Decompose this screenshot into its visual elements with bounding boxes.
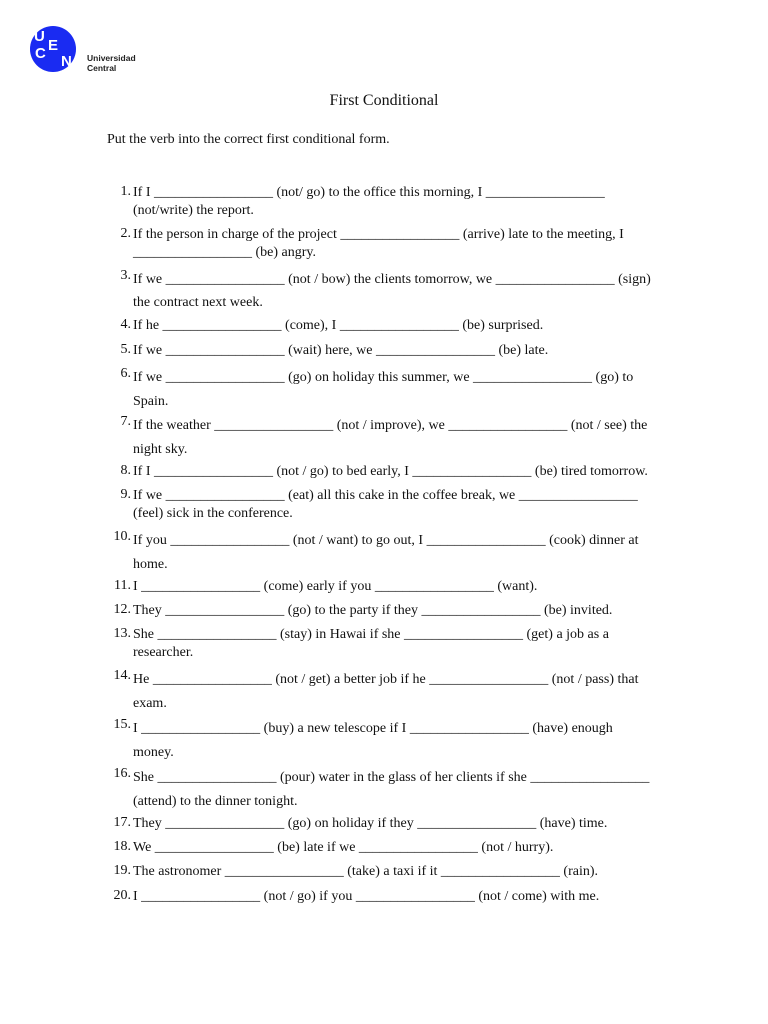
item-number: 20. [113,888,131,903]
item-number: 10. [113,529,131,544]
item-line: He _________________ (not / get) a better job if he _________________ (not / pass) that [133,672,639,687]
item-number: 2. [120,226,131,241]
item-line: If the person in charge of the project _________________ (arrive) late to the meeting, I [133,227,624,242]
item-line: exam. [133,696,167,711]
item-line: night sky. [133,442,188,457]
item-number: 1. [120,184,131,199]
page-title: First Conditional [329,92,439,109]
item-number: 13. [113,626,131,641]
item-line: money. [133,745,174,760]
item-line: We _________________ (be) late if we _________________ (not / hurry). [133,840,554,855]
item-number: 18. [113,839,131,854]
logo-letter-e: E [48,37,59,54]
item-text [133,226,663,262]
item-text [133,863,663,881]
item-line: If the weather _________________ (not / improve), we _________________ (not / see) the [133,418,648,433]
item-text [133,815,663,833]
item-line: The astronomer _________________ (take) a taxi if it _________________ (rain). [133,864,599,879]
logo-text-line-1: Universidad [87,53,136,63]
logo-letter-n: N [61,53,72,70]
university-logo [30,26,150,76]
item-number: 9. [120,487,131,502]
item-number: 8. [120,463,131,478]
item-text [133,342,663,360]
item-number: 7. [120,414,131,429]
item-line: (attend) to the dinner tonight. [133,794,298,809]
item-text [133,414,663,462]
item-number: 11. [114,578,131,593]
item-text [133,578,663,596]
item-line: I _________________ (come) early if you _________________ (want). [133,579,538,594]
item-line: _________________ (be) angry. [133,245,317,260]
logo-letter-u: U [34,28,45,45]
item-text [133,626,663,662]
item-line: If we _________________ (not / bow) the clients tomorrow, we _________________ (sign) [133,272,651,287]
item-text [133,317,663,335]
item-line: If you _________________ (not / want) to go out, I _________________ (cook) dinner at [133,533,639,548]
item-line: They _________________ (go) on holiday if they _________________ (have) time. [133,816,608,831]
item-number: 19. [113,863,131,878]
item-line: If we _________________ (eat) all this cake in the coffee break, we _________________ [133,488,638,503]
item-number: 16. [113,766,131,781]
item-line: If he _________________ (come), I _________________ (be) surprised. [133,318,544,333]
item-line: the contract next week. [133,295,263,310]
item-line: researcher. [133,645,194,660]
item-line: She _________________ (stay) in Hawai if she _________________ (get) a job as a [133,627,609,642]
item-line: home. [133,557,168,572]
logo-text [87,53,136,73]
item-line: If we _________________ (wait) here, we _________________ (be) late. [133,343,549,358]
item-number: 3. [120,268,131,283]
item-line: (not/write) the report. [133,203,254,218]
item-number: 6. [120,366,131,381]
item-line: If I _________________ (not / go) to bed early, I _________________ (be) tired tomorrow. [133,464,648,479]
item-text [133,487,663,523]
item-line: (feel) sick in the conference. [133,506,293,521]
item-number: 4. [120,317,131,332]
item-text [133,888,663,906]
item-text [133,184,663,220]
item-number: 15. [113,717,131,732]
item-number: 14. [113,668,131,683]
item-text [133,839,663,857]
item-number: 5. [120,342,131,357]
item-text [133,717,663,765]
logo-text-line-2: Central [87,63,117,73]
item-line: They _________________ (go) to the party if they _________________ (be) invited. [133,603,613,618]
item-text [133,268,663,314]
logo-circle [30,26,76,72]
item-text [133,366,663,414]
item-text [133,602,663,620]
item-line: I _________________ (not / go) if you _________________ (not / come) with me. [133,889,600,904]
item-line: She _________________ (pour) water in the glass of her clients if she _________________ [133,770,650,785]
item-text [133,668,663,716]
item-text [133,463,663,481]
item-text [133,529,663,577]
item-line: I _________________ (buy) a new telescope if I _________________ (have) enough [133,721,613,736]
logo-letter-c: C [35,45,46,62]
item-number: 12. [113,602,131,617]
item-line: If we _________________ (go) on holiday this summer, we _________________ (go) to [133,370,634,385]
item-line: Spain. [133,394,169,409]
item-line: If I _________________ (not/ go) to the office this morning, I _________________ [133,185,605,200]
instructions: Put the verb into the correct first conditional form. [107,132,390,147]
item-text [133,766,663,814]
item-number: 17. [113,815,131,830]
